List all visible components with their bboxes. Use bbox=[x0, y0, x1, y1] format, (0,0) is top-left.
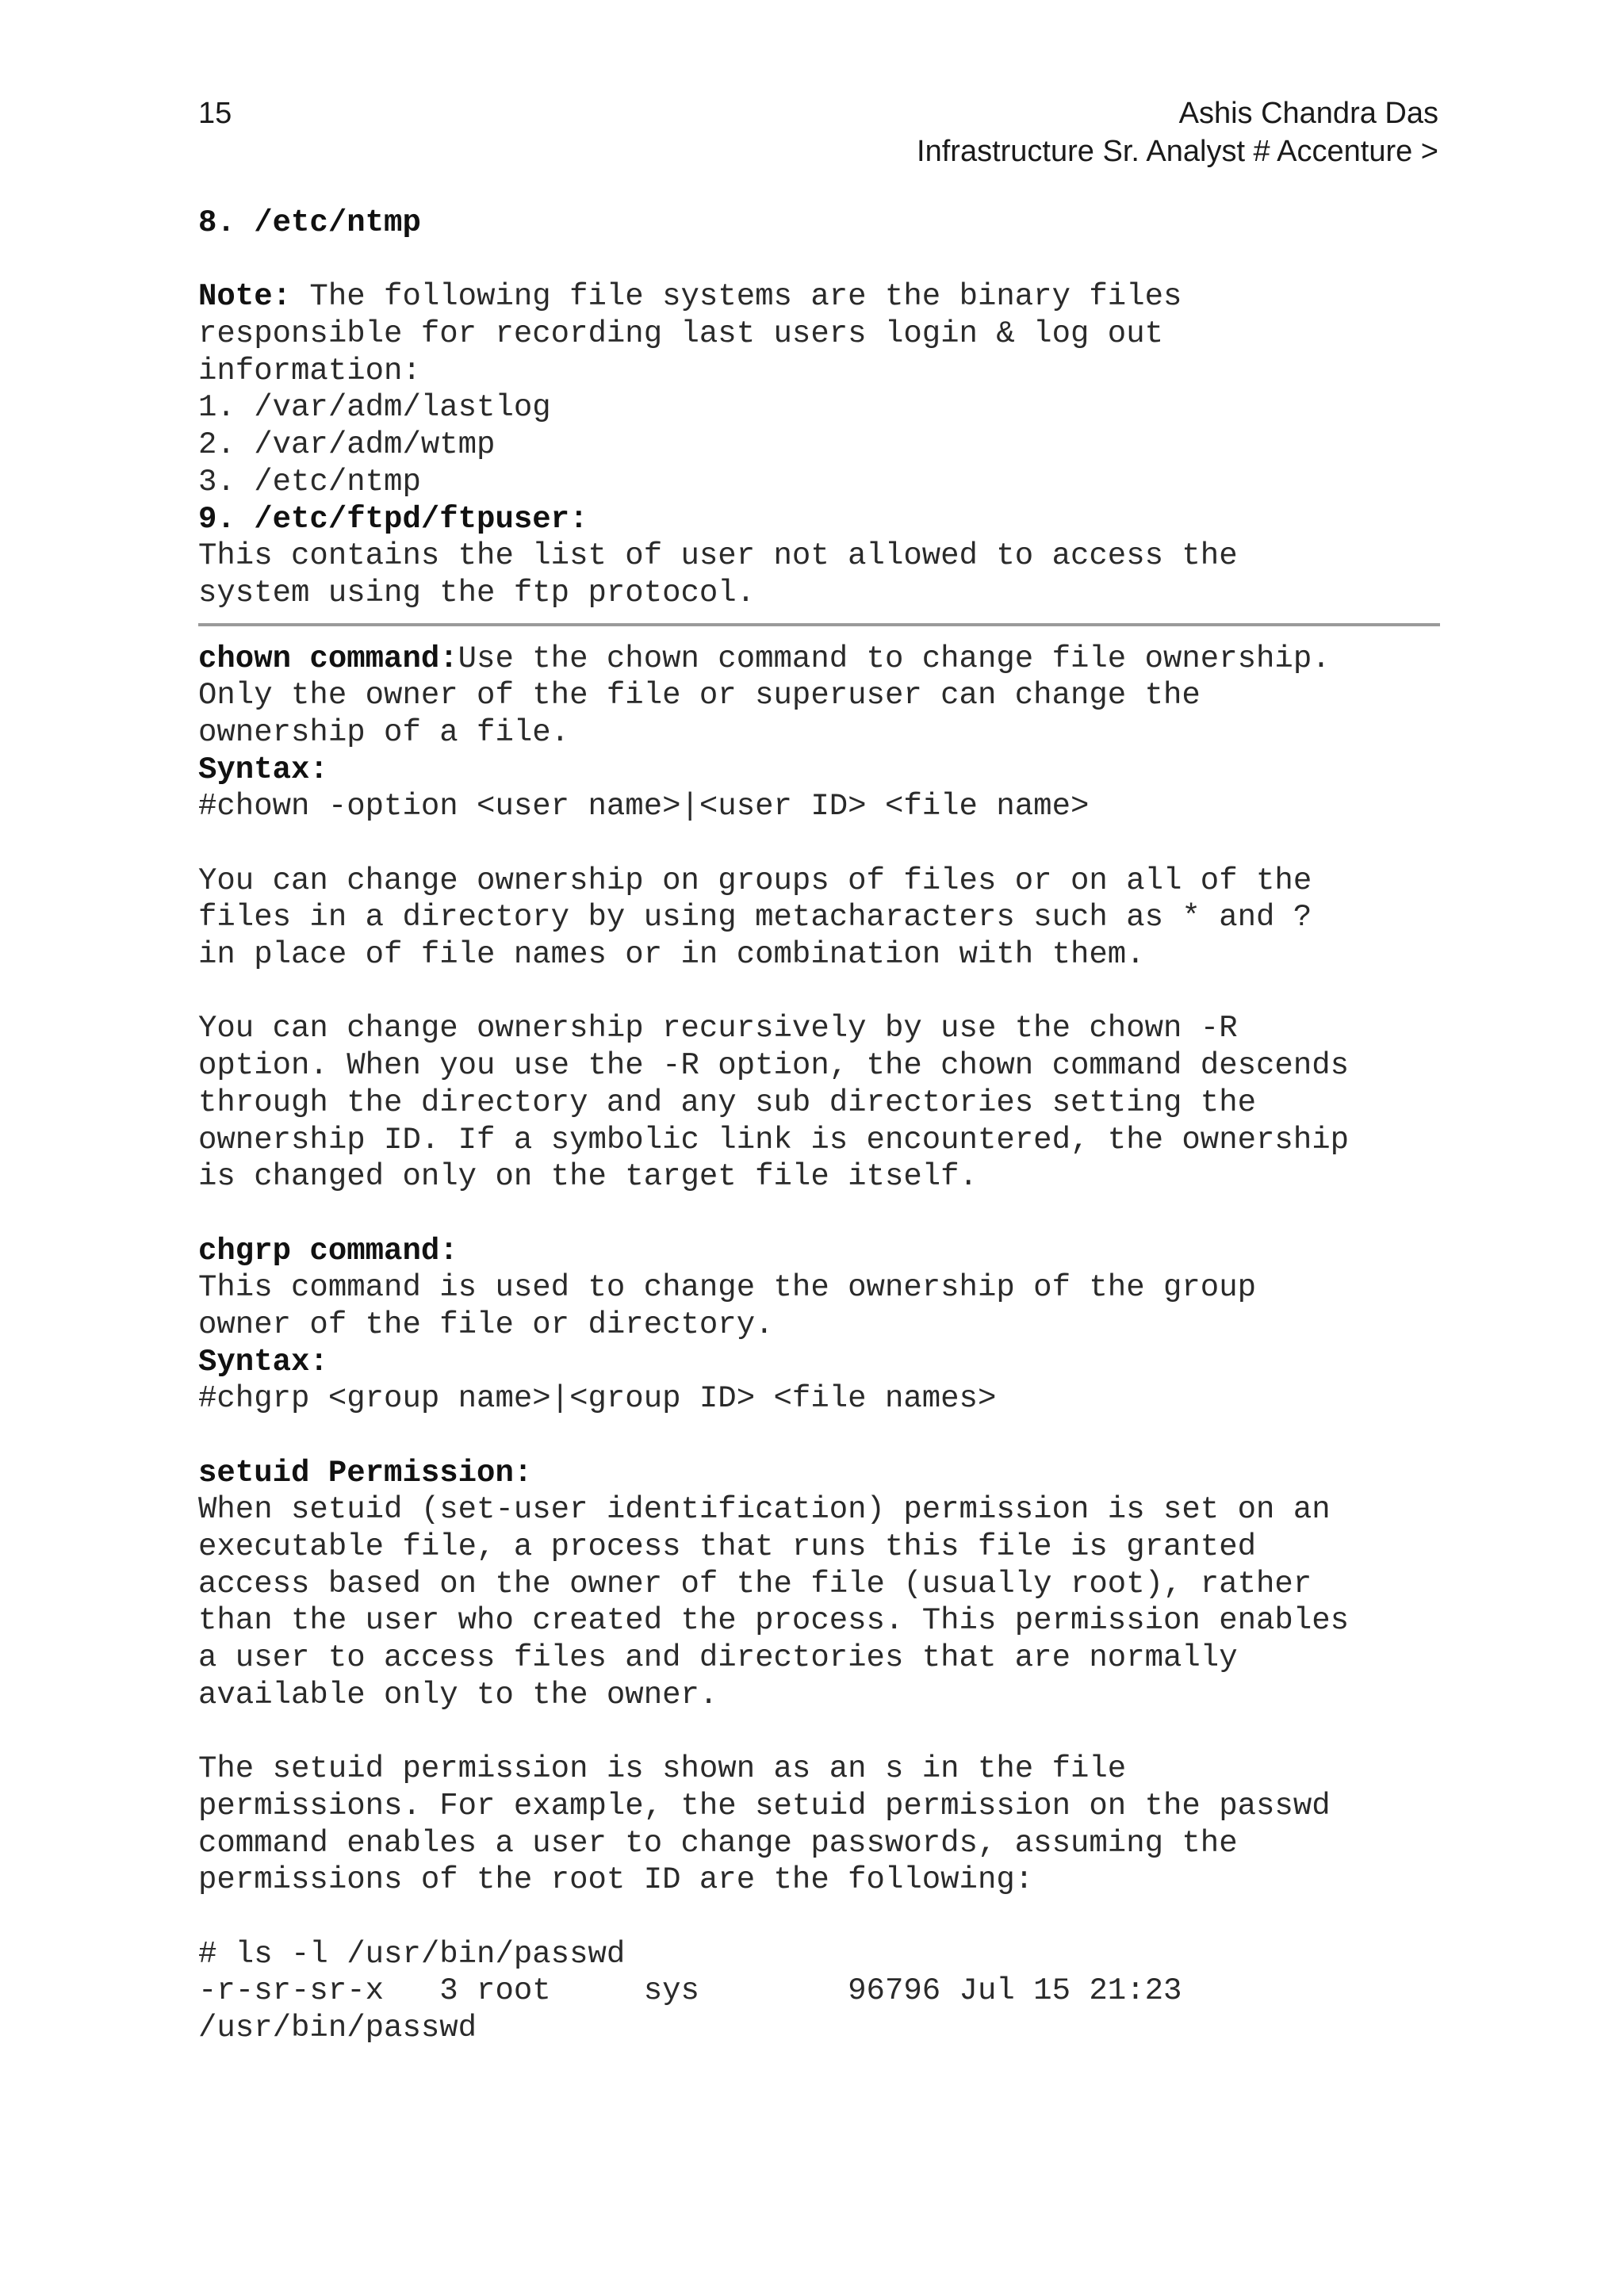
chgrp-syntax: #chgrp <group name>|<group ID> <file names> bbox=[198, 1381, 997, 1417]
file-list-item: 2. /var/adm/wtmp bbox=[198, 427, 496, 463]
note-line bbox=[198, 278, 1451, 316]
note-label: Note: bbox=[198, 279, 292, 315]
chgrp-label: chgrp command bbox=[198, 1233, 440, 1269]
horizontal-divider bbox=[198, 623, 1440, 626]
chown-syntax-heading bbox=[198, 752, 1451, 789]
section-9-line: system using the ftp protocol. bbox=[198, 575, 756, 610]
spacer bbox=[198, 825, 1451, 863]
setuid-para1-line: executable file, a process that runs this file is granted bbox=[198, 1529, 1257, 1565]
note-line: information: bbox=[198, 353, 421, 388]
chown-para2-line: through the directory and any sub directories setting the bbox=[198, 1085, 1257, 1120]
chown-para2-line: ownership ID. If a symbolic link is encountered, the ownership bbox=[198, 1122, 1350, 1158]
setuid-para2-line: The setuid permission is shown as an s in the file bbox=[198, 1751, 1127, 1787]
chown-first-line: Use the chown command to change file ownership. bbox=[458, 641, 1331, 676]
chgrp-colon: : bbox=[439, 1233, 458, 1269]
spacer bbox=[198, 974, 1451, 1011]
chown-para2-line: is changed only on the target file itself. bbox=[198, 1159, 978, 1195]
setuid-para2-line: permissions. For example, the setuid permission on the passwd bbox=[198, 1788, 1331, 1823]
setuid-para1-line: access based on the owner of the file (usually root), rather bbox=[198, 1566, 1312, 1601]
chown-para1-line: files in a directory by using metacharacters such as * and ? bbox=[198, 900, 1312, 936]
chown-para2-line: option. When you use the -R option, the chown command descends bbox=[198, 1048, 1350, 1084]
note-text: The following file systems are the binary files bbox=[291, 279, 1182, 315]
spacer bbox=[198, 1418, 1451, 1455]
code-line: /usr/bin/passwd bbox=[198, 2011, 477, 2045]
chgrp-heading-line bbox=[198, 1233, 1451, 1270]
chgrp-line: This command is used to change the ownership of the group bbox=[198, 1270, 1257, 1306]
spacer bbox=[198, 242, 1451, 279]
heading-colon: : bbox=[569, 501, 588, 537]
section-8-heading: 8. /etc/ntmp bbox=[198, 205, 421, 240]
section-9-heading-line bbox=[198, 501, 1451, 538]
syntax-colon: : bbox=[309, 752, 328, 787]
chown-line: Only the owner of the file or superuser can change the bbox=[198, 678, 1201, 714]
spacer bbox=[198, 1899, 1451, 1936]
section-9-heading: 9. /etc/ftpd/ftpuser bbox=[198, 501, 570, 537]
page-number: 15 bbox=[198, 97, 232, 130]
chown-label: chown command: bbox=[198, 641, 458, 676]
chown-heading-line bbox=[198, 641, 1451, 678]
syntax-label: Syntax bbox=[198, 752, 310, 787]
setuid-para2-line: permissions of the root ID are the following: bbox=[198, 1862, 1034, 1898]
chgrp-line: owner of the file or directory. bbox=[198, 1307, 774, 1342]
code-line: # ls -l /usr/bin/passwd bbox=[198, 1936, 626, 1972]
code-line: -r-sr-sr-x 3 root sys 96796 Jul 15 21:23 bbox=[198, 1973, 1182, 2009]
file-list-item: 3. /etc/ntmp bbox=[198, 464, 421, 499]
setuid-label: setuid Permission bbox=[198, 1455, 514, 1490]
spacer bbox=[198, 1714, 1451, 1751]
syntax-colon: : bbox=[309, 1344, 328, 1380]
chown-syntax: #chown -option <user name>|<user ID> <file name> bbox=[198, 789, 1090, 825]
chown-para1-line: in place of file names or in combination with them. bbox=[198, 937, 1145, 973]
section-9-line: This contains the list of user not allowed to access the bbox=[198, 538, 1238, 574]
document-body bbox=[198, 205, 1451, 2047]
chown-line: ownership of a file. bbox=[198, 714, 570, 750]
chown-para2-line: You can change ownership recursively by use the chown -R bbox=[198, 1011, 1238, 1047]
setuid-para1-line: When setuid (set-user identification) permission is set on an bbox=[198, 1492, 1331, 1528]
setuid-para1-line: available only to the owner. bbox=[198, 1677, 718, 1712]
chgrp-syntax-heading bbox=[198, 1344, 1451, 1381]
author-name: Ashis Chandra Das bbox=[1178, 97, 1438, 130]
note-line: responsible for recording last users login & log out bbox=[198, 316, 1163, 352]
chown-para1-line: You can change ownership on groups of files or on all of the bbox=[198, 863, 1312, 898]
setuid-colon: : bbox=[513, 1455, 533, 1490]
author-role: Infrastructure Sr. Analyst # Accenture > bbox=[917, 135, 1438, 168]
setuid-para1-line: a user to access files and directories that are normally bbox=[198, 1640, 1238, 1676]
spacer bbox=[198, 1196, 1451, 1233]
setuid-para1-line: than the user who created the process. This permission enables bbox=[198, 1603, 1350, 1639]
syntax-label: Syntax bbox=[198, 1344, 310, 1380]
setuid-para2-line: command enables a user to change passwords, assuming the bbox=[198, 1825, 1238, 1861]
setuid-heading-line bbox=[198, 1455, 1451, 1492]
file-list-item: 1. /var/adm/lastlog bbox=[198, 390, 551, 426]
